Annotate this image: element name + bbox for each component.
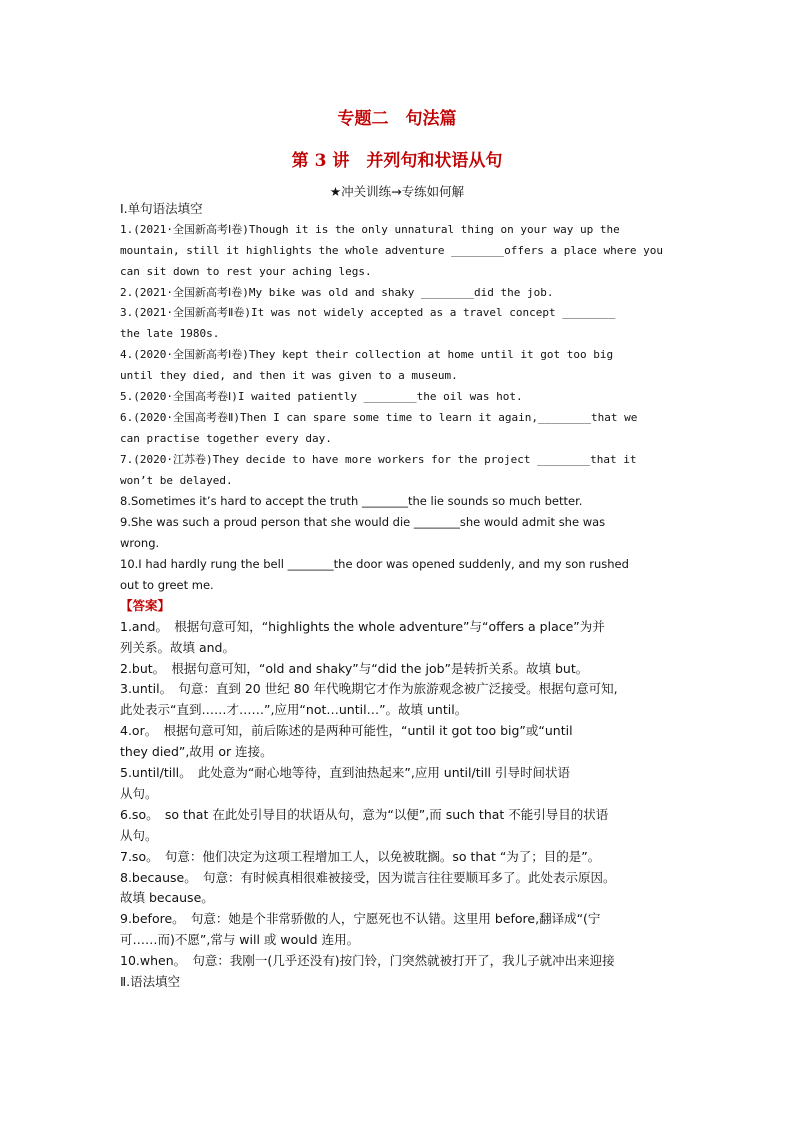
question-line: 6.(2020·全国高考卷Ⅱ)Then I can spare some time to learn it again,________that we [120, 410, 638, 424]
question-line: 4.(2020·全国新高考Ⅰ卷)They kept their collection at home until it got too big [120, 348, 614, 362]
answer-line: 从句。 [120, 827, 158, 843]
section-2-heading: Ⅱ.语法填空 [120, 973, 181, 989]
answer-line: 此处表示“直到……才……”,应用“not…until…”。故填 until。 [120, 702, 468, 718]
subtitle: ★冲关训练→专练如何解 [329, 184, 465, 199]
answer-line: 从句。 [120, 785, 158, 801]
lecture-title: 第 3 讲 并列句和状语从句 [291, 151, 503, 171]
question-line: 8.Sometimes it’s hard to accept the truth ________the lie sounds so much better. [120, 494, 583, 509]
question-line: can sit down to rest your aching legs. [120, 264, 372, 278]
section-1-heading: Ⅰ.单句语法填空 [120, 201, 203, 216]
answer-line: 故填 because。 [120, 890, 214, 906]
question-line: 10.I had hardly rung the bell ________the door was opened suddenly, and my son rushed [120, 557, 629, 572]
question-line: 2.(2021·全国新高考Ⅰ卷)My bike was old and shaky ________did the job. [120, 285, 554, 299]
question-line: 7.(2020·江苏卷)They decide to have more workers for the project ________that it [120, 452, 637, 466]
answer-line: 1.and。 根据句意可知，“highlights the whole adventure”与“offers a place”为并 [120, 618, 605, 634]
answer-line: 列关系。故填 and。 [120, 639, 235, 655]
content-body [120, 199, 680, 993]
answer-line: 6.so。 so that 在此处引导目的状语从句，意为“以便”,而 such that 不能引导目的状语 [120, 806, 609, 822]
question-line: 1.(2021·全国新高考Ⅰ卷)Though it is the only unnatural thing on your way up the [120, 222, 620, 236]
answer-line: 可……而)不愿”,常与 will 或 would 连用。 [120, 932, 360, 948]
question-line: won’t be delayed. [120, 473, 233, 487]
question-line: mountain, still it highlights the whole adventure ________offers a place where you [120, 243, 664, 257]
answer-heading: 【答案】 [120, 597, 171, 613]
topic-title: 专题二 句法篇 [337, 109, 457, 129]
answer-line: 4.or。 根据句意可知，前后陈述的是两种可能性，“until it got too big”或“until [120, 723, 573, 739]
question-line: until they died, and then it was given to a museum. [120, 369, 458, 383]
question-line: wrong. [120, 536, 160, 551]
question-line: can practise together every day. [120, 431, 332, 445]
question-line: 5.(2020·全国高考卷Ⅰ)I waited patiently ________the oil was hot. [120, 390, 523, 404]
answer-line: 10.when。 句意：我刚一(几乎还没有)按门铃，门突然就被打开了，我儿子就冲出来迎接 [120, 953, 615, 969]
answer-line: 5.until/till。 此处意为“耐心地等待，直到油热起来”,应用 until/till 引导时间状语 [120, 765, 570, 781]
answer-line: 2.but。 根据句意可知，“old and shaky”与“did the job”是转折关系。故填 but。 [120, 660, 589, 676]
answer-line: they died”,故用 or 连接。 [120, 744, 273, 760]
answer-line: 8.because。 句意：有时候真相很难被接受，因为谎言往往要顺耳多了。此处表示原因。 [120, 869, 616, 885]
question-line: out to greet me. [120, 578, 214, 593]
answer-line: 9.before。 句意：她是个非常骄傲的人，宁愿死也不认错。这里用 before,翻译成“(宁 [120, 911, 601, 927]
question-line: 3.(2021·全国新高考Ⅱ卷)It was not widely accepted as a travel concept ________ [120, 306, 616, 320]
question-line: the late 1980s. [120, 327, 220, 341]
question-line: 9.She was such a proud person that she would die ________she would admit she was [120, 515, 606, 530]
answer-line: 3.until。 句意：直到 20 世纪 80 年代晚期它才作为旅游观念被广泛接受。根据句意可知, [120, 681, 618, 697]
answer-line: 7.so。 句意：他们决定为这项工程增加工人，以免被耽搁。so that “为了；目的是”。 [120, 848, 601, 864]
